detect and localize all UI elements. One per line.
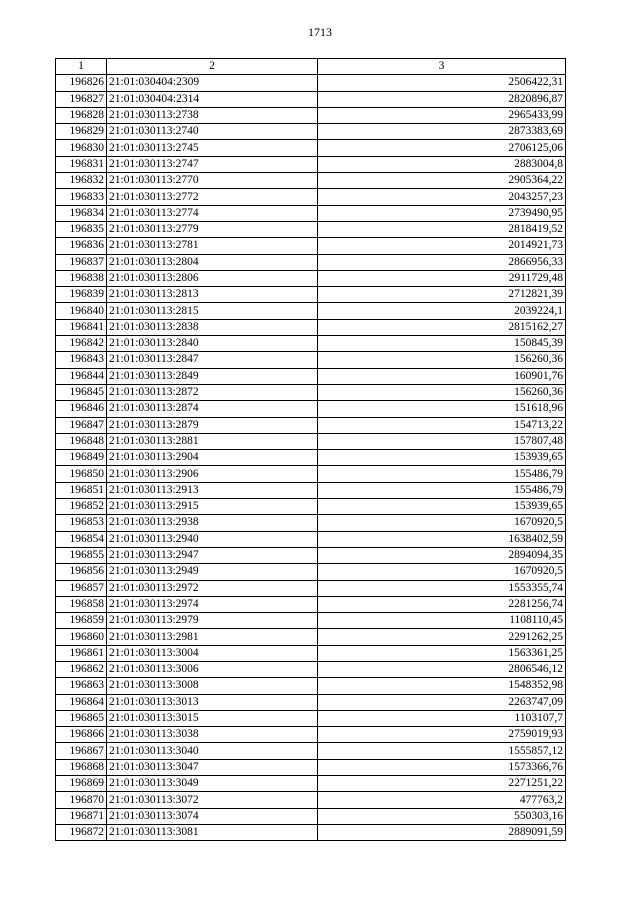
cadastral-number-cell: 21:01:030113:3081 <box>107 824 318 840</box>
cadastral-number-cell: 21:01:030113:3004 <box>107 645 318 661</box>
cadastral-number-cell: 21:01:030113:2904 <box>107 450 318 466</box>
cadastral-number-cell: 21:01:030113:3008 <box>107 678 318 694</box>
value-cell: 1563361,25 <box>318 645 566 661</box>
cadastral-number-cell: 21:01:030113:2947 <box>107 547 318 563</box>
row-number-cell: 196858 <box>56 596 107 612</box>
cadastral-number-cell: 21:01:030113:2847 <box>107 352 318 368</box>
row-number-cell: 196860 <box>56 629 107 645</box>
cadastral-number-cell: 21:01:030404:2309 <box>107 75 318 91</box>
row-number-cell: 196843 <box>56 352 107 368</box>
value-cell: 550303,16 <box>318 808 566 824</box>
row-number-cell: 196841 <box>56 319 107 335</box>
table-row <box>56 319 566 335</box>
value-cell: 2820896,87 <box>318 91 566 107</box>
value-cell: 1670920,5 <box>318 515 566 531</box>
row-number-cell: 196847 <box>56 417 107 433</box>
table-row <box>56 254 566 270</box>
row-number-cell: 196866 <box>56 727 107 743</box>
table-row <box>56 238 566 254</box>
cadastral-number-cell: 21:01:030113:2938 <box>107 515 318 531</box>
cadastral-number-cell: 21:01:030113:2779 <box>107 221 318 237</box>
table-row <box>56 564 566 580</box>
cadastral-number-cell: 21:01:030113:3006 <box>107 661 318 677</box>
table-row <box>56 596 566 612</box>
cadastral-number-cell: 21:01:030113:2738 <box>107 107 318 123</box>
value-cell: 157807,48 <box>318 433 566 449</box>
value-cell: 2271251,22 <box>318 776 566 792</box>
value-cell: 1548352,98 <box>318 678 566 694</box>
cadastral-number-cell: 21:01:030113:2840 <box>107 336 318 352</box>
cadastral-number-cell: 21:01:030113:2949 <box>107 564 318 580</box>
value-cell: 2739490,95 <box>318 205 566 221</box>
row-number-cell: 196850 <box>56 466 107 482</box>
cadastral-number-cell: 21:01:030113:2913 <box>107 482 318 498</box>
cadastral-number-cell: 21:01:030113:2874 <box>107 401 318 417</box>
cadastral-number-cell: 21:01:030113:3047 <box>107 759 318 775</box>
value-cell: 2911729,48 <box>318 270 566 286</box>
table-row <box>56 336 566 352</box>
value-cell: 2043257,23 <box>318 189 566 205</box>
row-number-cell: 196849 <box>56 450 107 466</box>
value-cell: 2815162,27 <box>318 319 566 335</box>
value-cell: 1108110,45 <box>318 613 566 629</box>
cadastral-number-cell: 21:01:030113:2849 <box>107 368 318 384</box>
table-row <box>56 645 566 661</box>
value-cell: 160901,76 <box>318 368 566 384</box>
row-number-cell: 196869 <box>56 776 107 792</box>
row-number-cell: 196872 <box>56 824 107 840</box>
column-header-2: 2 <box>107 59 318 75</box>
table-row <box>56 547 566 563</box>
table-row <box>56 173 566 189</box>
value-cell: 151618,96 <box>318 401 566 417</box>
table-row <box>56 189 566 205</box>
value-cell: 154713,22 <box>318 417 566 433</box>
table-row <box>56 205 566 221</box>
value-cell: 1555857,12 <box>318 743 566 759</box>
row-number-cell: 196844 <box>56 368 107 384</box>
value-cell: 2866956,33 <box>318 254 566 270</box>
row-number-cell: 196828 <box>56 107 107 123</box>
table-row <box>56 107 566 123</box>
value-cell: 150845,39 <box>318 336 566 352</box>
table-row <box>56 515 566 531</box>
row-number-cell: 196851 <box>56 482 107 498</box>
table-row <box>56 466 566 482</box>
cadastral-number-cell: 21:01:030113:2804 <box>107 254 318 270</box>
cadastral-number-cell: 21:01:030113:2879 <box>107 417 318 433</box>
table-row <box>56 433 566 449</box>
table-row <box>56 743 566 759</box>
cadastral-number-cell: 21:01:030113:3074 <box>107 808 318 824</box>
table-row <box>56 270 566 286</box>
cadastral-number-cell: 21:01:030113:2774 <box>107 205 318 221</box>
table-row <box>56 140 566 156</box>
row-number-cell: 196852 <box>56 499 107 515</box>
table-row <box>56 661 566 677</box>
row-number-cell: 196856 <box>56 564 107 580</box>
table-row <box>56 759 566 775</box>
row-number-cell: 196836 <box>56 238 107 254</box>
value-cell: 1553355,74 <box>318 580 566 596</box>
value-cell: 2706125,06 <box>318 140 566 156</box>
value-cell: 156260,36 <box>318 384 566 400</box>
value-cell: 2291262,25 <box>318 629 566 645</box>
cadastral-number-cell: 21:01:030113:2981 <box>107 629 318 645</box>
row-number-cell: 196867 <box>56 743 107 759</box>
value-cell: 2818419,52 <box>318 221 566 237</box>
value-cell: 155486,79 <box>318 482 566 498</box>
row-number-cell: 196848 <box>56 433 107 449</box>
row-number-cell: 196859 <box>56 613 107 629</box>
value-cell: 2039224,1 <box>318 303 566 319</box>
row-number-cell: 196871 <box>56 808 107 824</box>
table-row <box>56 417 566 433</box>
table-row <box>56 808 566 824</box>
table-row <box>56 482 566 498</box>
row-number-cell: 196827 <box>56 91 107 107</box>
value-cell: 1638402,59 <box>318 531 566 547</box>
table-row <box>56 287 566 303</box>
cadastral-number-cell: 21:01:030113:2940 <box>107 531 318 547</box>
cadastral-number-cell: 21:01:030113:2770 <box>107 173 318 189</box>
row-number-cell: 196863 <box>56 678 107 694</box>
table-row <box>56 727 566 743</box>
table-row <box>56 824 566 840</box>
value-cell: 1670920,5 <box>318 564 566 580</box>
table-row <box>56 156 566 172</box>
row-number-cell: 196837 <box>56 254 107 270</box>
table-row <box>56 303 566 319</box>
value-cell: 477763,2 <box>318 792 566 808</box>
table-row <box>56 678 566 694</box>
cadastral-number-cell: 21:01:030113:2815 <box>107 303 318 319</box>
table-row <box>56 710 566 726</box>
value-cell: 153939,65 <box>318 450 566 466</box>
cadastral-number-cell: 21:01:030113:2872 <box>107 384 318 400</box>
cadastral-number-cell: 21:01:030113:2906 <box>107 466 318 482</box>
data-table <box>55 58 566 841</box>
value-cell: 2883004,8 <box>318 156 566 172</box>
table-row <box>56 384 566 400</box>
value-cell: 155486,79 <box>318 466 566 482</box>
cadastral-number-cell: 21:01:030113:3072 <box>107 792 318 808</box>
table-row <box>56 531 566 547</box>
row-number-cell: 196870 <box>56 792 107 808</box>
row-number-cell: 196854 <box>56 531 107 547</box>
table-body <box>56 75 566 841</box>
table-row <box>56 613 566 629</box>
cadastral-number-cell: 21:01:030113:3013 <box>107 694 318 710</box>
row-number-cell: 196865 <box>56 710 107 726</box>
row-number-cell: 196862 <box>56 661 107 677</box>
cadastral-number-cell: 21:01:030113:2972 <box>107 580 318 596</box>
row-number-cell: 196868 <box>56 759 107 775</box>
table-row <box>56 694 566 710</box>
row-number-cell: 196826 <box>56 75 107 91</box>
cadastral-number-cell: 21:01:030113:3038 <box>107 727 318 743</box>
table-row <box>56 499 566 515</box>
cadastral-number-cell: 21:01:030113:3015 <box>107 710 318 726</box>
value-cell: 2905364,22 <box>318 173 566 189</box>
table-row <box>56 91 566 107</box>
row-number-cell: 196838 <box>56 270 107 286</box>
cadastral-number-cell: 21:01:030113:2838 <box>107 319 318 335</box>
value-cell: 2263747,09 <box>318 694 566 710</box>
cadastral-number-cell: 21:01:030113:2881 <box>107 433 318 449</box>
table-row <box>56 792 566 808</box>
row-number-cell: 196831 <box>56 156 107 172</box>
table-row <box>56 401 566 417</box>
value-cell: 1103107,7 <box>318 710 566 726</box>
row-number-cell: 196830 <box>56 140 107 156</box>
row-number-cell: 196832 <box>56 173 107 189</box>
table-row <box>56 221 566 237</box>
cadastral-number-cell: 21:01:030113:2974 <box>107 596 318 612</box>
column-header-3: 3 <box>318 59 566 75</box>
cadastral-number-cell: 21:01:030113:3049 <box>107 776 318 792</box>
row-number-cell: 196853 <box>56 515 107 531</box>
cadastral-number-cell: 21:01:030113:3040 <box>107 743 318 759</box>
table-row <box>56 776 566 792</box>
value-cell: 2889091,59 <box>318 824 566 840</box>
cadastral-number-cell: 21:01:030113:2740 <box>107 124 318 140</box>
cadastral-number-cell: 21:01:030113:2813 <box>107 287 318 303</box>
table-row <box>56 368 566 384</box>
row-number-cell: 196861 <box>56 645 107 661</box>
table-row <box>56 75 566 91</box>
cadastral-number-cell: 21:01:030113:2781 <box>107 238 318 254</box>
value-cell: 2759019,93 <box>318 727 566 743</box>
row-number-cell: 196845 <box>56 384 107 400</box>
value-cell: 1573366,76 <box>318 759 566 775</box>
table-row <box>56 450 566 466</box>
cadastral-number-cell: 21:01:030404:2314 <box>107 91 318 107</box>
row-number-cell: 196833 <box>56 189 107 205</box>
value-cell: 2712821,39 <box>318 287 566 303</box>
page-number: 1713 <box>308 25 332 39</box>
value-cell: 2014921,73 <box>318 238 566 254</box>
table-row <box>56 352 566 368</box>
row-number-cell: 196864 <box>56 694 107 710</box>
row-number-cell: 196842 <box>56 336 107 352</box>
row-number-cell: 196829 <box>56 124 107 140</box>
value-cell: 156260,36 <box>318 352 566 368</box>
cadastral-number-cell: 21:01:030113:2979 <box>107 613 318 629</box>
table-row <box>56 629 566 645</box>
row-number-cell: 196835 <box>56 221 107 237</box>
cadastral-number-cell: 21:01:030113:2747 <box>107 156 318 172</box>
value-cell: 2873383,69 <box>318 124 566 140</box>
cadastral-number-cell: 21:01:030113:2745 <box>107 140 318 156</box>
row-number-cell: 196834 <box>56 205 107 221</box>
value-cell: 153939,65 <box>318 499 566 515</box>
column-header-1: 1 <box>56 59 107 75</box>
row-number-cell: 196846 <box>56 401 107 417</box>
cadastral-number-cell: 21:01:030113:2772 <box>107 189 318 205</box>
cadastral-number-cell: 21:01:030113:2915 <box>107 499 318 515</box>
table-header <box>56 59 566 75</box>
value-cell: 2506422,31 <box>318 75 566 91</box>
value-cell: 2806546,12 <box>318 661 566 677</box>
header-row <box>56 59 566 75</box>
value-cell: 2965433,99 <box>318 107 566 123</box>
value-cell: 2281256,74 <box>318 596 566 612</box>
cadastral-number-cell: 21:01:030113:2806 <box>107 270 318 286</box>
row-number-cell: 196855 <box>56 547 107 563</box>
table-row <box>56 580 566 596</box>
table-row <box>56 124 566 140</box>
row-number-cell: 196840 <box>56 303 107 319</box>
row-number-cell: 196839 <box>56 287 107 303</box>
value-cell: 2894094,35 <box>318 547 566 563</box>
row-number-cell: 196857 <box>56 580 107 596</box>
